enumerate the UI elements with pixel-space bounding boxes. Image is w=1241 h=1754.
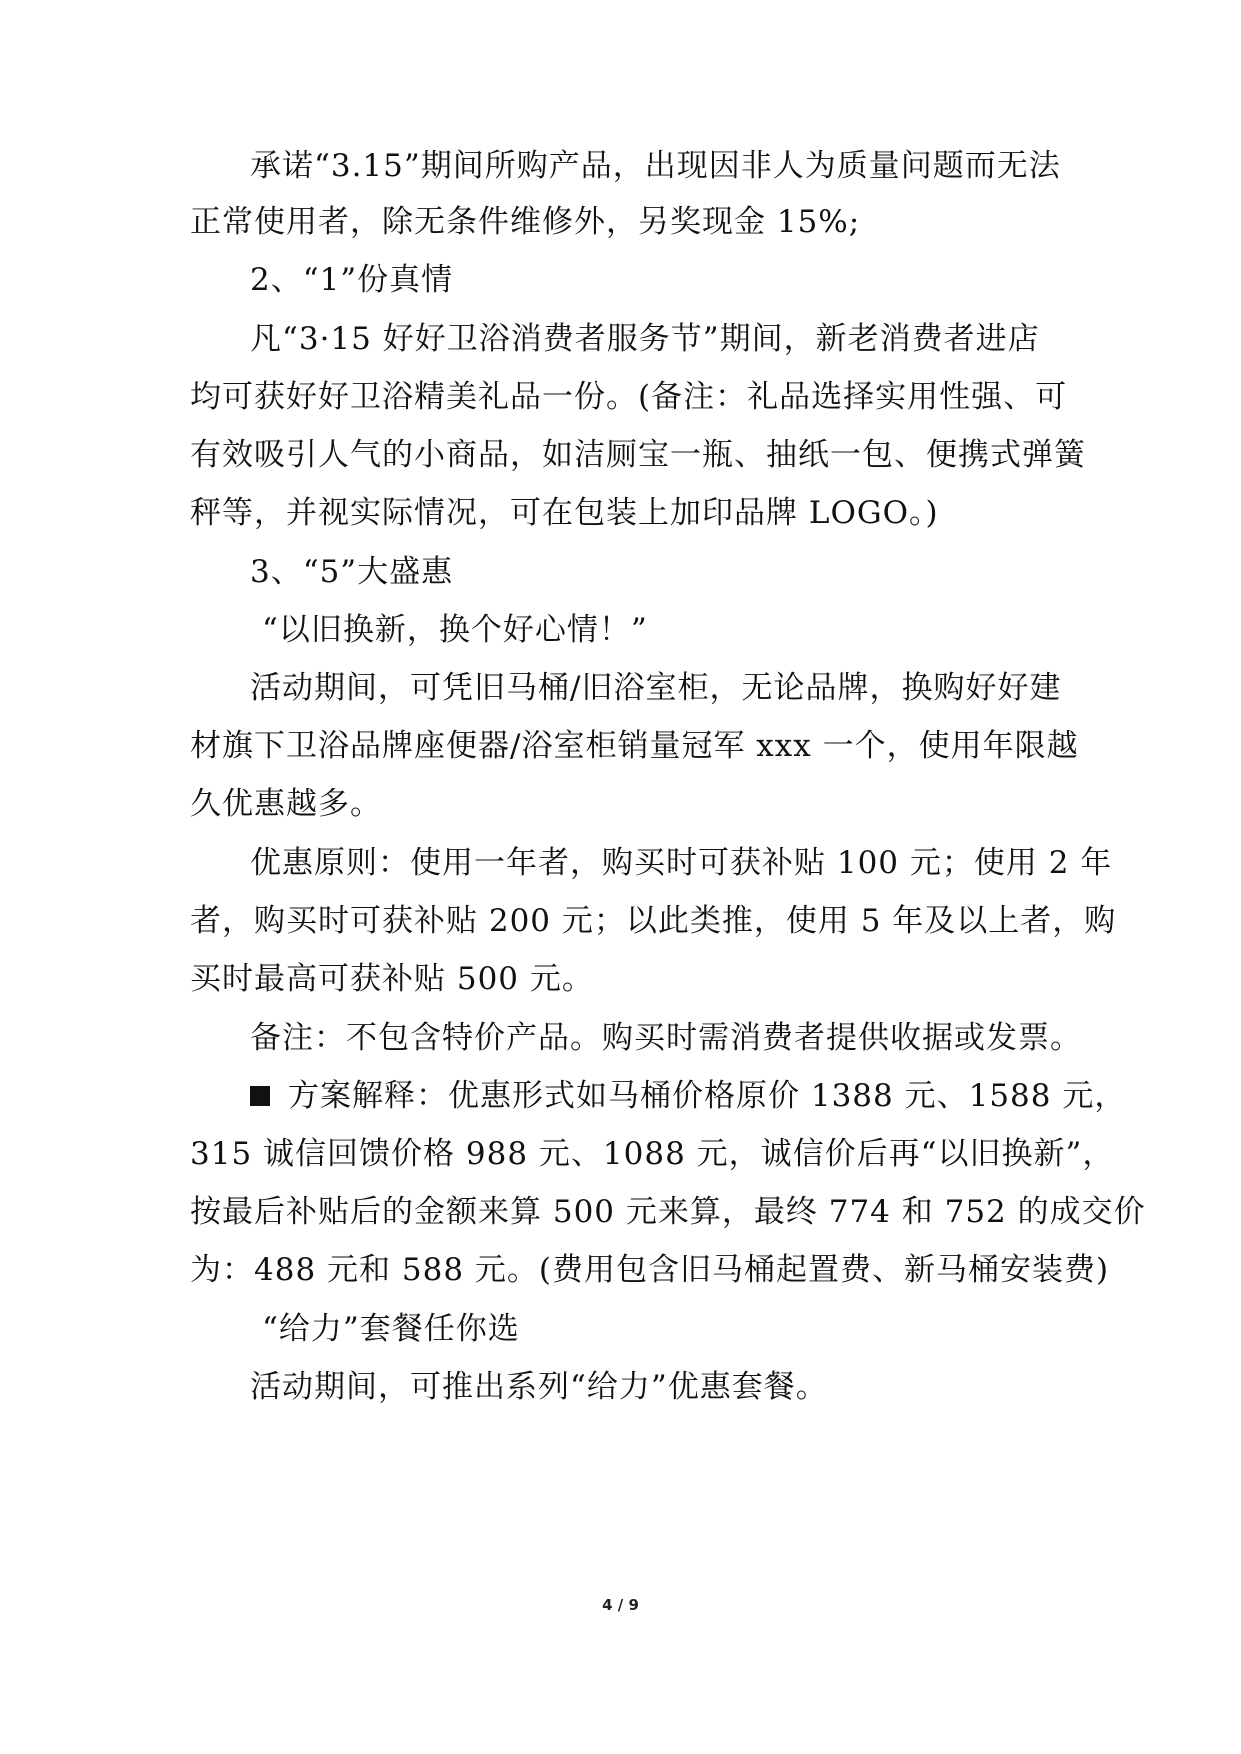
paragraph-line: 有效吸引人气的小商品，如洁厕宝一瓶、抽纸一包、便携式弹簧 xyxy=(190,437,1086,473)
paragraph-line: 优惠原则：使用一年者，购买时可获补贴 100 元；使用 2 年 xyxy=(250,845,1113,881)
paragraph-line: 凡“3·15 好好卫浴消费者服务节”期间，新老消费者进店 xyxy=(250,321,1040,357)
page-number: 4 / 9 xyxy=(602,1596,639,1614)
note-line: 备注：不包含特价产品。购买时需消费者提供收据或发票。 xyxy=(250,1020,1082,1056)
section-heading: “给力”套餐任你选 xyxy=(262,1311,520,1347)
paragraph-line: 久优惠越多。 xyxy=(190,786,382,822)
paragraph-line: 315 诚信回馈价格 988 元、1088 元，诚信价后再“以旧换新”， xyxy=(190,1136,1115,1172)
black-square-bullet-icon xyxy=(250,1086,270,1106)
section-heading: 2、“1”份真情 xyxy=(250,262,454,298)
slogan-line: “以旧换新，换个好心情！” xyxy=(262,612,648,648)
explanation-text: 方案解释：优惠形式如马桶价格原价 1388 元、1588 元， xyxy=(288,1078,1127,1114)
paragraph-line: 均可获好好卫浴精美礼品一份。(备注：礼品选择实用性强、可 xyxy=(190,379,1068,415)
paragraph-line: 正常使用者，除无条件维修外，另奖现金 15%; xyxy=(190,204,861,240)
paragraph-line: 秤等，并视实际情况，可在包装上加印品牌 LOGO。) xyxy=(190,495,939,531)
paragraph-line: 活动期间，可凭旧马桶/旧浴室柜，无论品牌，换购好好建 xyxy=(250,670,1062,706)
paragraph-line: 按最后补贴后的金额来算 500 元来算，最终 774 和 752 的成交价 xyxy=(190,1194,1146,1230)
section-heading: 3、“5”大盛惠 xyxy=(250,554,454,590)
paragraph-line: 买时最高可获补贴 500 元。 xyxy=(190,961,594,997)
paragraph-line: 承诺“3.15”期间所购产品，出现因非人为质量问题而无法 xyxy=(250,148,1061,184)
paragraph-line: 活动期间，可推出系列“给力”优惠套餐。 xyxy=(250,1369,828,1405)
paragraph-line xyxy=(250,1076,1126,1116)
paragraph-line: 为：488 元和 588 元。(费用包含旧马桶起置费、新马桶安装费) xyxy=(190,1252,1110,1288)
paragraph-line: 者，购买时可获补贴 200 元；以此类推，使用 5 年及以上者，购 xyxy=(190,903,1117,939)
paragraph-line: 材旗下卫浴品牌座便器/浴室柜销量冠军 xxx 一个，使用年限越 xyxy=(190,728,1079,764)
